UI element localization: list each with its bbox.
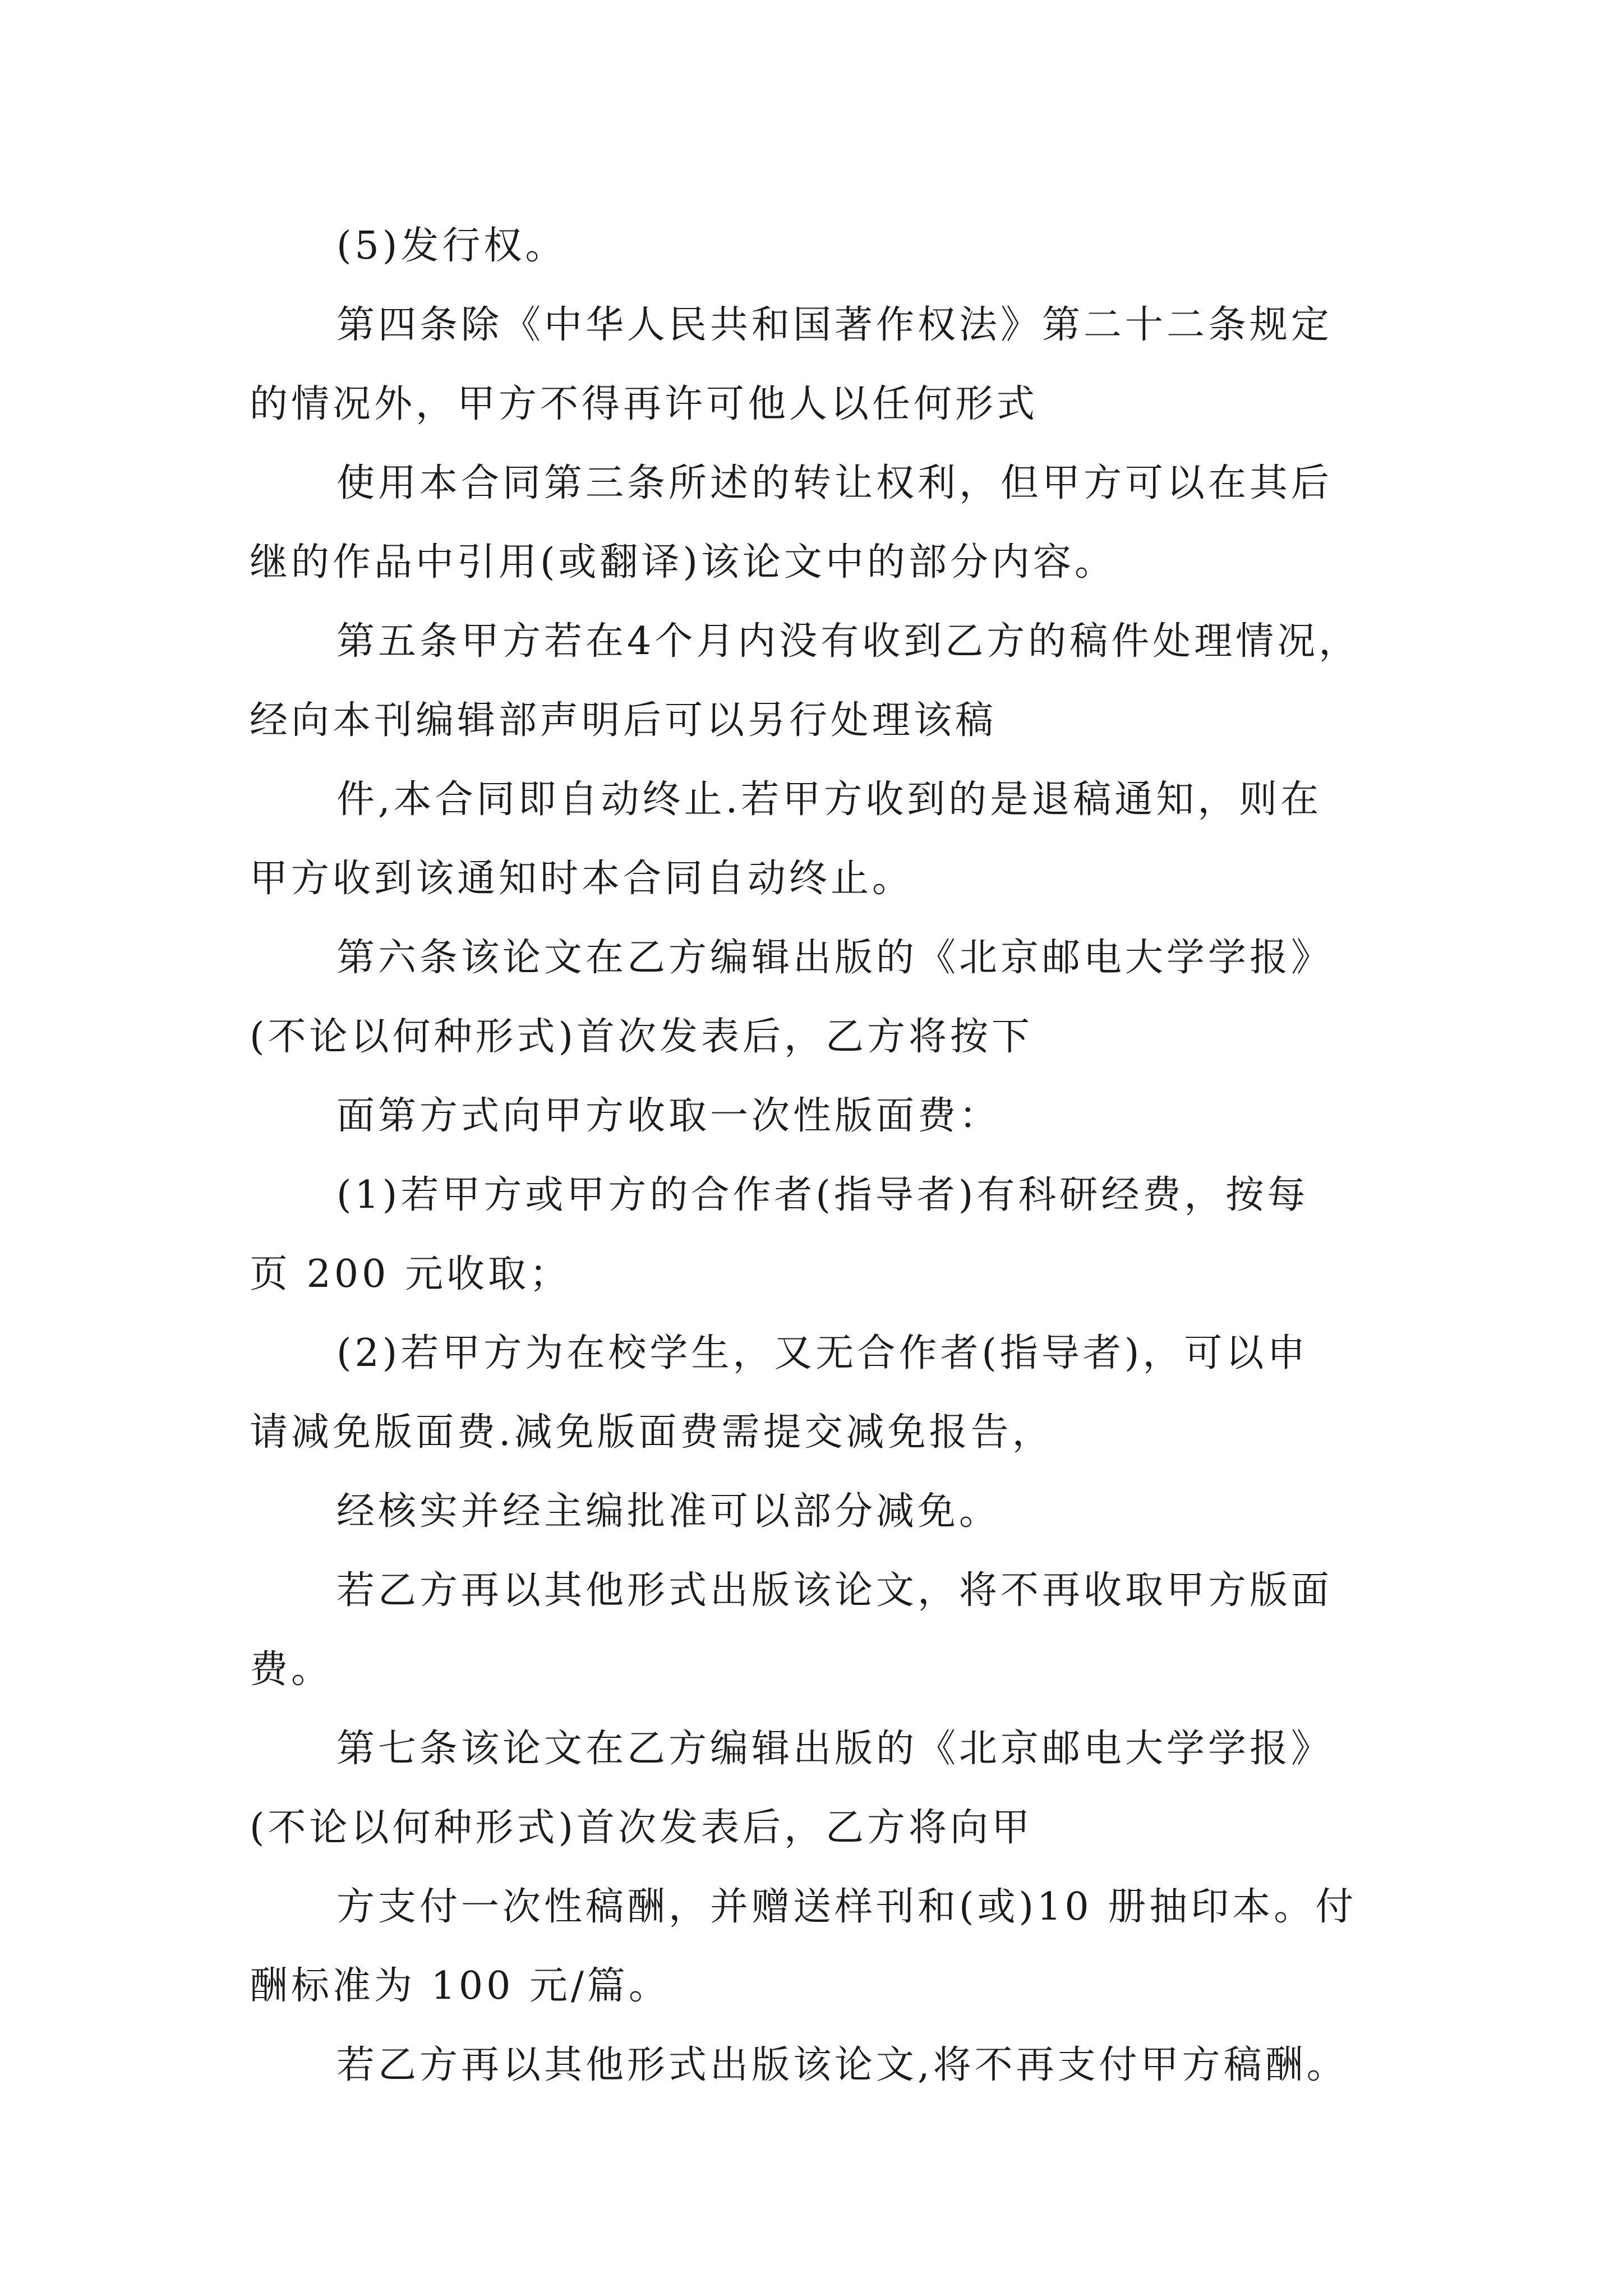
text-line: 面第方式向甲方收取一次性版面费：	[336, 1094, 1001, 1138]
text-line: 第六条该论文在乙方编辑出版的《北京邮电大学学报》	[336, 936, 1333, 980]
text-line: 页 200 元收取；	[250, 1252, 571, 1296]
text-line: (2)若甲方为在校学生，又无合作者(指导者)，可以申	[336, 1331, 1309, 1375]
text-line: (不论以何种形式)首次发表后，乙方将按下	[250, 1015, 1034, 1059]
text-line: 第七条该论文在乙方编辑出版的《北京邮电大学学报》	[336, 1727, 1333, 1771]
document-body	[250, 206, 1377, 2105]
text-line: 酬标准为 100 元/篇。	[250, 1964, 670, 2008]
text-line: 方支付一次性稿酬，并赠送样刊和(或)10 册抽印本。付	[336, 1885, 1357, 1929]
text-line: 请减免版面费.减免版面费需提交减免报告，	[250, 1410, 1054, 1455]
text-line: 第五条甲方若在4个月内没有收到乙方的稿件处理情况，	[336, 619, 1361, 664]
text-line: 若乙方再以其他形式出版该论文，将不再收取甲方版面	[336, 1568, 1333, 1613]
text-line: 继的作品中引用(或翻译)该论文中的部分内容。	[250, 540, 1117, 585]
text-line: 的情况外，甲方不得再许可他人以任何形式	[250, 382, 1039, 426]
text-line: (5)发行权。	[336, 224, 567, 268]
text-line: 甲方收到该通知时本合同自动终止。	[250, 857, 914, 901]
text-line: (1)若甲方或甲方的合作者(指导者)有科研经费，按每	[336, 1173, 1309, 1217]
text-line: 第四条除《中华人民共和国著作权法》第二十二条规定	[336, 303, 1333, 347]
text-line: 费。	[250, 1648, 333, 1692]
text-line: 使用本合同第三条所述的转让权利，但甲方可以在其后	[336, 461, 1333, 505]
text-line: 经核实并经主编批准可以部分减免。	[336, 1489, 1001, 1534]
text-line: 经向本刊编辑部声明后可以另行处理该稿	[250, 698, 997, 743]
text-line: 若乙方再以其他形式出版该论文,将不再支付甲方稿酬。	[336, 2043, 1348, 2087]
text-line: (不论以何种形式)首次发表后，乙方将向甲	[250, 1806, 1034, 1850]
text-line: 件,本合同即自动终止.若甲方收到的是退稿通知，则在	[336, 777, 1322, 822]
